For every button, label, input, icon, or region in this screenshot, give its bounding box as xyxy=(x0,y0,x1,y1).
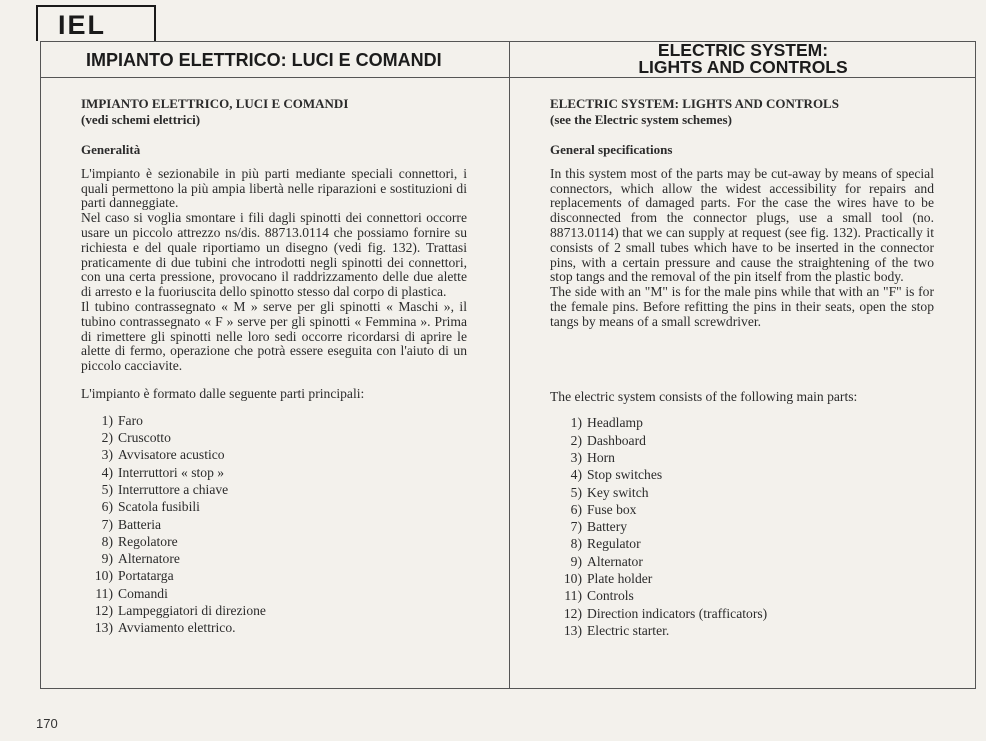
item-label: Electric starter. xyxy=(587,622,670,638)
item-label: Avvisatore acustico xyxy=(118,447,225,463)
item-label: Scatola fusibili xyxy=(118,499,200,515)
item-label: Portatarga xyxy=(118,568,174,584)
item-label: Fuse box xyxy=(587,501,637,517)
column-divider xyxy=(509,41,510,689)
item-label: Batteria xyxy=(118,516,162,532)
item-number: 8) xyxy=(570,536,582,552)
item-label: Battery xyxy=(587,519,628,535)
list-item xyxy=(81,498,467,515)
item-number: 12) xyxy=(563,605,582,621)
header-divider xyxy=(40,77,976,78)
item-label: Comandi xyxy=(118,585,168,601)
list-item xyxy=(550,432,934,449)
section-tab: IEL xyxy=(36,5,156,41)
list-item xyxy=(81,481,467,498)
parts-list xyxy=(550,414,934,639)
italian-column xyxy=(81,96,467,637)
item-label: Plate holder xyxy=(587,571,653,587)
item-label: Interruttori « stop » xyxy=(118,464,225,480)
list-item xyxy=(550,622,934,639)
list-item xyxy=(550,501,934,518)
item-number: 12) xyxy=(94,603,113,619)
item-number: 6) xyxy=(570,501,582,517)
item-number: 3) xyxy=(101,447,113,463)
section-title-line1: ELECTRIC SYSTEM: LIGHTS AND CONTROLS xyxy=(550,96,839,111)
item-number: 8) xyxy=(101,533,113,549)
item-number: 5) xyxy=(101,481,113,497)
section-title-line2: (see the Electric system schemes) xyxy=(550,111,732,127)
item-number: 10) xyxy=(563,571,582,587)
list-item xyxy=(81,533,467,550)
english-column xyxy=(550,96,934,639)
section-title xyxy=(550,96,934,127)
item-label: Cruscotto xyxy=(118,430,171,446)
body-text xyxy=(550,167,934,330)
list-item xyxy=(550,553,934,570)
item-label: Regulator xyxy=(587,536,641,552)
list-item xyxy=(550,605,934,622)
paragraph: L'impianto è sezionabile in più parti mediante speciali connettori, i quali permettono la più ampia libertà nelle riparazioni e sostituzioni di parti danneggiate. xyxy=(81,165,467,211)
item-label: Interruttore a chiave xyxy=(118,481,229,497)
item-label: Direction indicators (trafficators) xyxy=(587,605,768,621)
item-number: 6) xyxy=(101,499,113,515)
list-item xyxy=(81,585,467,602)
item-label: Key switch xyxy=(587,484,649,500)
list-item xyxy=(81,602,467,619)
item-number: 1) xyxy=(101,412,113,428)
item-number: 2) xyxy=(570,432,582,448)
header-title-english-line1: ELECTRIC SYSTEM: xyxy=(657,40,829,60)
item-label: Alternatore xyxy=(118,551,180,567)
item-label: Regolatore xyxy=(118,533,178,549)
list-item xyxy=(550,518,934,535)
item-label: Headlamp xyxy=(587,415,643,431)
item-number: 2) xyxy=(101,430,113,446)
paragraph: The side with an "M" is for the male pins while that with an "F" is for the female pins. Before refitting the pins in their seats, open the stop tangs by means of a small screwdriver. xyxy=(550,284,934,329)
item-label: Horn xyxy=(587,449,615,465)
paragraph: Il tubino contrassegnato « M » serve per gli spinotti « Maschi », il tubino contrassegnato « F » serve per gli spinotti « Femmina ». Prima di rimettere gli spinotti nelle loro sedi occorre ricordarsi di aprire le alette di fermo, operazione che potrà essere eseguita con l'aiuto di un piccolo cacciavite. xyxy=(81,298,467,374)
item-label: Lampeggiatori di direzione xyxy=(118,603,266,619)
item-label: Avviamento elettrico. xyxy=(118,620,236,636)
list-item xyxy=(550,449,934,466)
item-label: Alternator xyxy=(587,553,643,569)
item-number: 4) xyxy=(101,464,113,480)
item-label: Controls xyxy=(587,588,634,604)
item-number: 3) xyxy=(570,449,582,465)
list-item xyxy=(81,412,467,429)
item-number: 7) xyxy=(101,516,113,532)
paragraph: Nel caso si voglia smontare i fili dagli spinotti dei connettori occorre usare un piccolo attrezzo ns/dis. 88713.0114 che possiamo fornire su richiesta e del quale riportiamo un disegno (vedi fig. 132). Trattasi praticamente di due tubini che introdotti negli spinotti dei connettori, con una certa pressione, provocano il raddrizzamento delle due alette di arresto e la fuoriuscita dello spinotto stesso dal corpo di plastica. xyxy=(81,210,467,300)
list-item xyxy=(550,466,934,483)
header-title-english-line2: LIGHTS AND CONTROLS xyxy=(638,57,848,77)
parts-intro: L'impianto è formato dalle seguente parti principali: xyxy=(81,385,365,401)
item-number: 9) xyxy=(101,551,113,567)
item-number: 10) xyxy=(94,568,113,584)
header-title-italian: IMPIANTO ELETTRICO: LUCI E COMANDI xyxy=(86,50,442,70)
list-item xyxy=(81,464,467,481)
item-number: 13) xyxy=(563,622,582,638)
item-number: 9) xyxy=(570,553,582,569)
list-item xyxy=(81,567,467,584)
item-number: 7) xyxy=(570,519,582,535)
header-title-english xyxy=(510,42,976,76)
item-label: Stop switches xyxy=(587,467,663,483)
list-item xyxy=(550,535,934,552)
list-item xyxy=(550,587,934,604)
parts-list xyxy=(81,412,467,637)
body-text xyxy=(81,167,467,374)
item-number: 4) xyxy=(570,467,582,483)
page-number: 170 xyxy=(36,716,58,731)
item-number: 13) xyxy=(94,620,113,636)
subheading: General specifications xyxy=(550,142,673,157)
item-number: 1) xyxy=(570,415,582,431)
list-item xyxy=(81,516,467,533)
item-label: Faro xyxy=(118,412,143,428)
item-number: 11) xyxy=(564,588,582,604)
list-item xyxy=(550,484,934,501)
section-title xyxy=(81,96,467,127)
list-item xyxy=(81,429,467,446)
list-item xyxy=(81,446,467,463)
paragraph: In this system most of the parts may be cut-away by means of special connectors, which allow the widest accessibility for repairs and replacements of damaged parts. For the case the wires have to be disconnected from the connector plugs, use a small tool (no. 88713.0114) that we can supply at request (see fig. 132). Practically it consists of 2 small tubes which have to be inserted in the connector pins, with a certain pressure and cause the straightening of the two stop tangs and the removal of the pin itself from the plastic body. xyxy=(550,165,934,285)
section-title-line2: (vedi schemi elettrici) xyxy=(81,111,201,127)
section-title-line1: IMPIANTO ELETTRICO, LUCI E COMANDI xyxy=(81,96,349,111)
list-item xyxy=(550,414,934,431)
subheading: Generalità xyxy=(81,142,141,157)
item-label: Dashboard xyxy=(587,432,646,448)
item-number: 11) xyxy=(95,585,113,601)
parts-intro: The electric system consists of the following main parts: xyxy=(550,388,858,404)
list-item xyxy=(81,550,467,567)
list-item xyxy=(81,619,467,636)
item-number: 5) xyxy=(570,484,582,500)
list-item xyxy=(550,570,934,587)
